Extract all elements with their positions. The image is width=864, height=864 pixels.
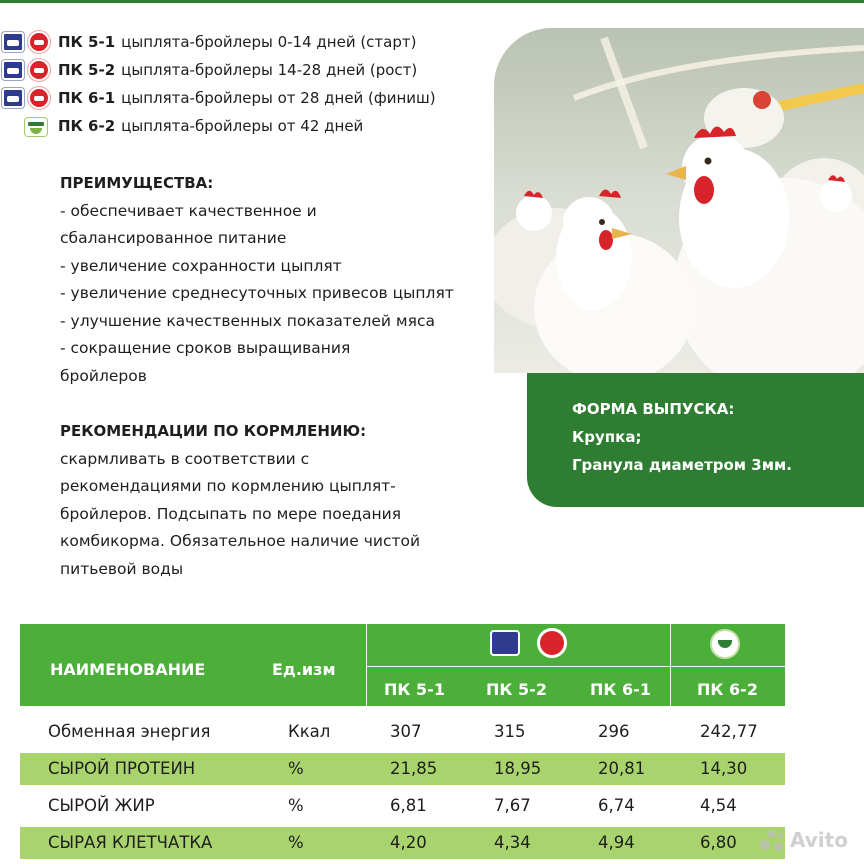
green-brand-logo-icon: [710, 629, 740, 659]
table-row: [20, 753, 785, 785]
row-name: Обменная энергия: [48, 722, 211, 741]
red-brand-logo-icon: [28, 31, 50, 53]
product-row: [2, 112, 436, 140]
red-brand-logo-icon: [537, 628, 567, 658]
release-form-line: Гранула диаметром 3мм.: [572, 456, 792, 474]
recommendations-line: рекомендациями по кормлению цыплят-: [60, 477, 396, 495]
avito-logo-icon: [760, 830, 784, 854]
product-row: [2, 84, 436, 112]
recommendations-line: скармливать в соответствии с: [60, 449, 310, 468]
advantages-line: - сокращение сроков выращивания: [60, 339, 351, 357]
recommendations-heading: РЕКОМЕНДАЦИИ ПО КОРМЛЕНИЮ:: [60, 422, 367, 440]
chickens-photo: [494, 28, 864, 373]
product-description: цыплята-бройлеры от 42 дней: [121, 117, 364, 135]
product-description: цыплята-бройлеры от 28 дней (финиш): [121, 89, 436, 107]
recommendations-section: [60, 418, 420, 583]
blue-brand-logo-icon: [2, 60, 24, 80]
watermark-text: Avito: [790, 828, 848, 852]
row-value: 6,80: [700, 833, 737, 852]
header-col: ПК 5-2: [486, 680, 547, 699]
advantages-line: бройлеров: [60, 366, 147, 385]
advantages-line: - улучшение качественных показателей мяса: [60, 311, 435, 330]
release-form-box: [527, 373, 864, 507]
red-brand-logo-icon: [28, 59, 50, 81]
row-value: 18,95: [494, 759, 542, 778]
release-form-heading: ФОРМА ВЫПУСКА:: [572, 400, 735, 418]
row-value: 6,81: [390, 796, 427, 815]
table-row: [20, 790, 785, 822]
product-description: цыплята-бройлеры 0-14 дней (старт): [121, 33, 417, 51]
green-brand-logo-icon: [24, 117, 48, 137]
blue-brand-logo-icon: [2, 32, 24, 52]
row-value: 242,77: [700, 722, 758, 741]
row-value: 296: [598, 722, 630, 741]
brand-logos: [2, 114, 58, 138]
product-description: цыплята-бройлеры 14-28 дней (рост): [121, 61, 418, 79]
advantages-heading: ПРЕИМУЩЕСТВА:: [60, 174, 214, 192]
row-value: 20,81: [598, 759, 646, 778]
release-form-text: [572, 395, 792, 479]
row-unit: %: [288, 833, 304, 852]
blue-brand-logo-icon: [2, 88, 24, 108]
row-value: 315: [494, 722, 526, 741]
row-value: 6,74: [598, 796, 635, 815]
table-header: [20, 624, 785, 706]
row-unit: Ккал: [288, 722, 331, 741]
product-row: [2, 28, 436, 56]
product-code: ПК 6-2: [58, 117, 116, 135]
chickens-illustration: [494, 28, 864, 373]
header-divider: [366, 624, 367, 706]
recommendations-line: комбикорма. Обязательное наличие чистой: [60, 532, 421, 550]
row-value: 4,94: [598, 833, 635, 852]
product-list: [2, 28, 436, 140]
brand-logos: [2, 58, 58, 82]
product-code: ПК 6-1: [58, 89, 116, 107]
avito-watermark: [760, 822, 860, 858]
table-row: [20, 827, 785, 859]
header-col: ПК 6-1: [590, 680, 651, 699]
blue-brand-logo-icon: [490, 630, 520, 656]
header-name: НАИМЕНОВАНИЕ: [50, 660, 206, 679]
table-row: [20, 716, 785, 748]
brand-logos: [2, 30, 58, 54]
row-value: 4,34: [494, 833, 531, 852]
recommendations-line: бройлеров. Подсыпать по мере поедания: [60, 504, 402, 523]
header-col: ПК 6-2: [697, 680, 758, 699]
release-form-line: Крупка;: [572, 428, 642, 446]
row-value: 21,85: [390, 759, 438, 778]
advantages-line: сбалансированное питание: [60, 229, 287, 247]
row-name: СЫРАЯ КЛЕТЧАТКА: [48, 833, 213, 852]
row-name: СЫРОЙ ПРОТЕИН: [48, 759, 196, 778]
product-code: ПК 5-2: [58, 61, 116, 79]
header-col: ПК 5-1: [384, 680, 445, 699]
row-unit: %: [288, 796, 304, 815]
product-code: ПК 5-1: [58, 33, 116, 51]
row-value: 307: [390, 722, 422, 741]
row-name: СЫРОЙ ЖИР: [48, 796, 155, 815]
brand-logos: [2, 86, 58, 110]
header-unit: Ед.изм: [272, 660, 336, 679]
advantages-section: [60, 170, 454, 390]
advantages-line: - обеспечивает качественное и: [60, 201, 317, 220]
red-brand-logo-icon: [28, 87, 50, 109]
recommendations-line: питьевой воды: [60, 559, 184, 578]
row-value: 4,20: [390, 833, 427, 852]
advantages-line: - увеличение сохранности цыплят: [60, 256, 342, 275]
row-value: 14,30: [700, 759, 748, 778]
advantages-line: - увеличение среднесуточных привесов цыплят: [60, 284, 454, 302]
row-unit: %: [288, 759, 304, 778]
header-divider: [670, 624, 671, 706]
row-value: 7,67: [494, 796, 531, 815]
top-accent-bar: [0, 0, 864, 3]
row-value: 4,54: [700, 796, 737, 815]
header-divider: [366, 666, 785, 667]
product-row: [2, 56, 436, 84]
